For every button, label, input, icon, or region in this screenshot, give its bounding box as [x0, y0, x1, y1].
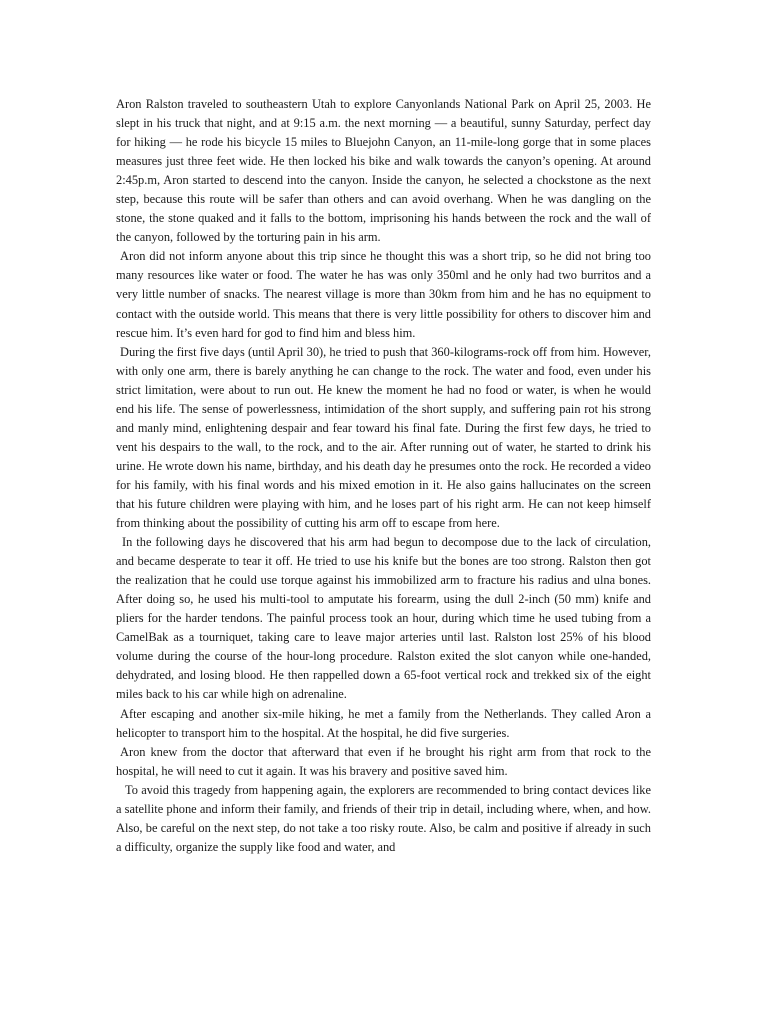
paragraph-5-rescue: After escaping and another six-mile hiking, he met a family from the Netherlands. They called Aron a helicopter to transport him to the hospital. At the hospital, he did five surgeries.	[116, 706, 651, 740]
paragraph-7-advice: To avoid this tragedy from happening again, the explorers are recommended to bring contact devices like a satellite phone and inform their family, and friends of their trip in detail, including where, when, and how. Also, be careful on the next step, do not take a too risky route. Also, be calm and positive if already in such a difficulty, organize the supply like food and water, and	[116, 782, 651, 854]
document-body	[116, 95, 651, 857]
paragraph-4-amputation: In the following days he discovered that his arm had begun to decompose due to the lack of circulation, and became desperate to tear it off. He tried to use his knife but the bones are too strong. Ralston then got the realization that he could use torque against his immobilized arm to fracture his radius and ulna bones. After doing so, he used his multi-tool to amputate his forearm, using the dull 2-inch (50 mm) knife and pliers for the harder tendons. The painful process took an hour, during which time he used tubing from a CamelBak as a tourniquet, taking care to leave major arteries until last. Ralston lost 25% of his blood volume during the course of the hour-long procedure. Ralston exited the slot canyon while one-handed, dehydrated, and losing blood. He then rappelled down a 65-foot vertical rock and trekked six of the eight miles back to his car while high on adrenaline.	[116, 535, 651, 702]
paragraph-3-first-days: During the first five days (until April 30), he tried to push that 360-kilograms-rock off from him. However, with only one arm, there is barely anything he can change to the rock. The water and food, even under his strict limitation, were about to run out. He knew the moment he had no food or water, is when he would end his life. The sense of powerlessness, intimidation of the short supply, and suffering pain rot his strong and manly mind, enlightening despair and fear toward his final fate. During the first few days, he tried to vent his despairs to the wall, to the rock, and to the air. After running out of water, he started to drink his urine. He wrote down his name, birthday, and his death day he presumes onto the rock. He recorded a video for his family, with his final words and his mixed emotion in it. He also gains hallucinates on the screen that his future children were playing with him, and he loses part of his right arm. He can not keep himself from thinking about the possibility of cutting his arm off to escape from here.	[116, 344, 651, 531]
paragraph-2-resources: Aron did not inform anyone about this trip since he thought this was a short trip, so he did not bring too many resources like water or food. The water he has was only 350ml and he only had two burritos and a very little number of snacks. The nearest village is more than 30km from him and he has no equipment to contact with the outside world. This means that there is very little possibility for others to discover him and rescue him. It’s even hard for god to find him and bless him.	[116, 249, 651, 340]
paragraph-1-intro: Aron Ralston traveled to southeastern Utah to explore Canyonlands National Park on April 25, 2003. He slept in his truck that night, and at 9:15 a.m. the next morning — a beautiful, sunny Saturday, perfect day for hiking — he rode his bicycle 15 miles to Bluejohn Canyon, an 11-mile-long gorge that in some places measures just three feet wide. He then locked his bike and walk towards the canyon’s opening. At around 2:45p.m, Aron started to descend into the canyon. Inside the canyon, he selected a chockstone as the next step, because this route will be safer than others and can avoid overhang. When he was dangling on the stone, the stone quaked and it falls to the bottom, imprisoning his hands between the rock and the wall of the canyon, followed by the torturing pain in his arm.	[116, 97, 651, 245]
paragraph-6-doctor: Aron knew from the doctor that afterward that even if he brought his right arm from that rock to the hospital, he will need to cut it again. It was his bravery and positive saved him.	[116, 744, 651, 778]
